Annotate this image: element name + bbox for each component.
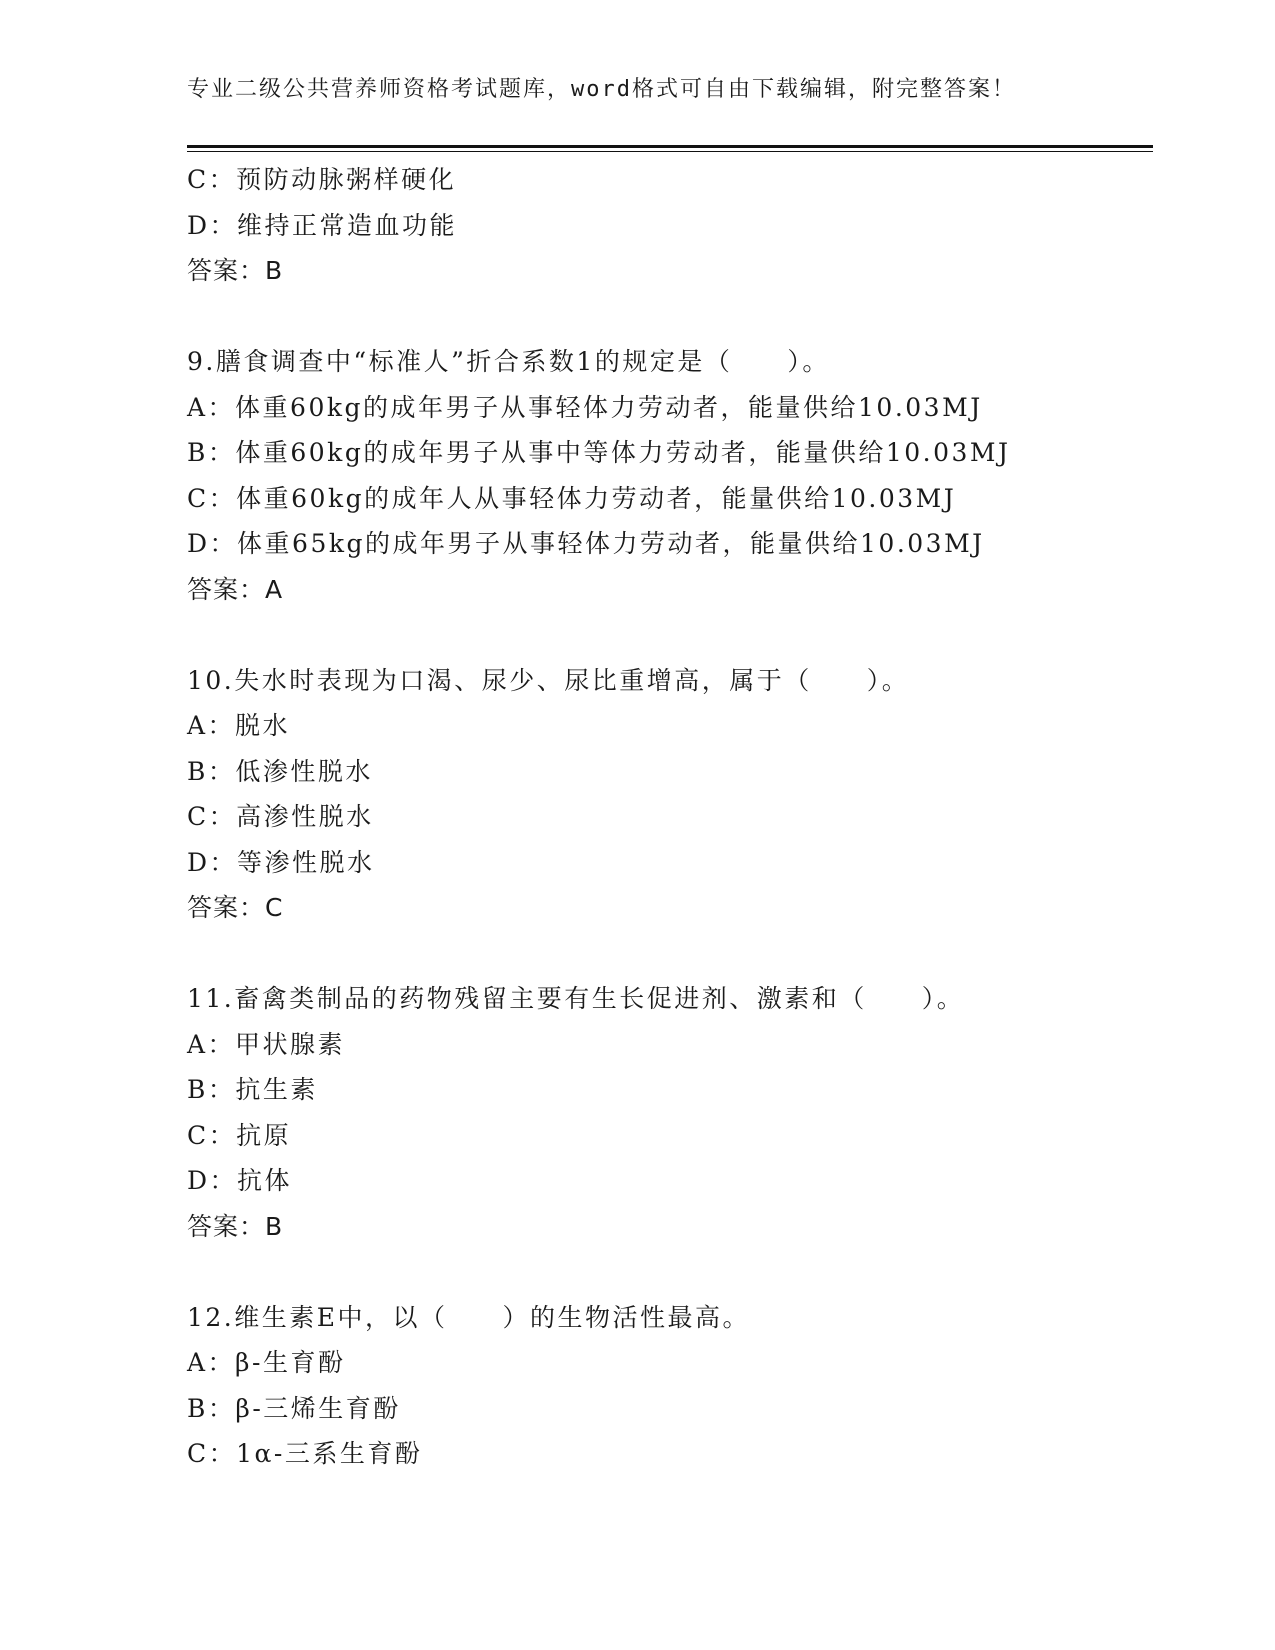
spacer (187, 1249, 1153, 1295)
option-b: B：体重60kg的成年男子从事中等体力劳动者，能量供给10.03MJ (187, 438, 1011, 467)
option-d: D：维持正常造血功能 (187, 210, 458, 240)
answer: 答案：B (187, 256, 284, 285)
option-c: C：预防动脉粥样硬化 (187, 165, 457, 194)
option-c: C：抗原 (187, 1120, 292, 1150)
option-b: B：β-三烯生育酚 (187, 1393, 401, 1423)
header-rule-thin (187, 151, 1153, 152)
option-a: A：β-生育酚 (187, 1348, 346, 1377)
spacer (187, 294, 1153, 340)
option-a: A：体重60kg的成年男子从事轻体力劳动者，能量供给10.03MJ (187, 392, 983, 422)
option-c: C：高渗性脱水 (187, 802, 374, 831)
question-10 (187, 658, 1153, 931)
option-d: D：抗体 (187, 1166, 293, 1195)
question-content (187, 157, 1153, 1477)
header-rule-thick (187, 145, 1153, 148)
option-b: B：抗生素 (187, 1075, 318, 1104)
option-a: A：脱水 (187, 711, 291, 740)
option-c: C：体重60kg的成年人从事轻体力劳动者，能量供给10.03MJ (187, 483, 957, 513)
answer: 答案：A (187, 574, 284, 604)
question-text: 12.维生素E中，以（ ）的生物活性最高。 (187, 1302, 751, 1332)
question-text: 9.膳食调查中“标准人”折合系数1的规定是（ ）。 (187, 347, 830, 376)
question-8-continued (187, 157, 1153, 294)
question-11 (187, 976, 1153, 1249)
spacer (187, 612, 1153, 658)
question-9 (187, 339, 1153, 612)
option-c: C：1α-三系生育酚 (187, 1439, 423, 1468)
question-text: 10.失水时表现为口渴、尿少、尿比重增高，属于（ ）。 (187, 665, 910, 695)
option-d: D：等渗性脱水 (187, 847, 375, 877)
spacer (187, 931, 1153, 977)
question-12 (187, 1295, 1153, 1477)
answer: 答案：B (187, 1211, 284, 1241)
option-b: B：低渗性脱水 (187, 756, 373, 786)
question-text: 11.畜禽类制品的药物残留主要有生长促进剂、激素和（ ）。 (187, 984, 965, 1013)
answer: 答案：C (187, 893, 284, 922)
option-d: D：体重65kg的成年男子从事轻体力劳动者，能量供给10.03MJ (187, 529, 985, 558)
option-a: A：甲状腺素 (187, 1029, 346, 1059)
page-header: 专业二级公共营养师资格考试题库，word格式可自由下载编辑，附完整答案！ (187, 77, 1016, 102)
